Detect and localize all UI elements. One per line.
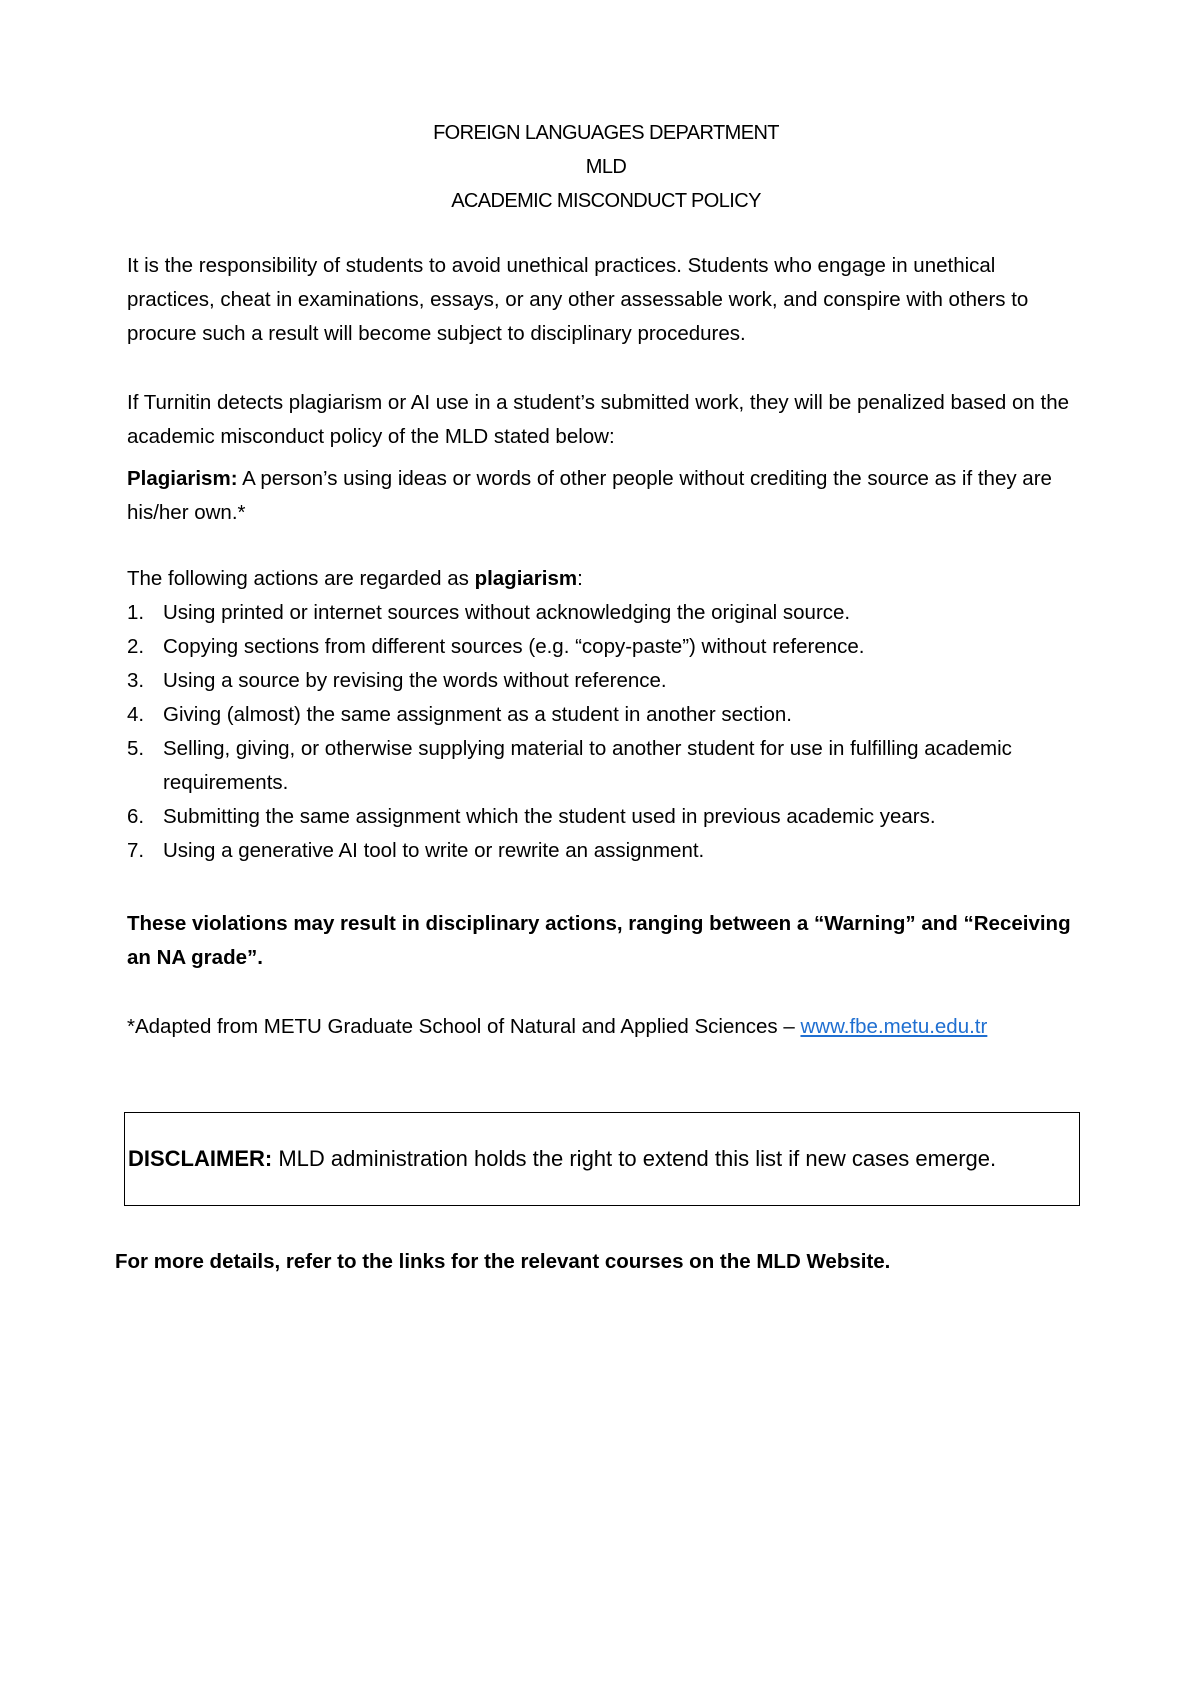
plagiarism-definition bbox=[127, 462, 1087, 530]
list-item-number: 3. bbox=[127, 669, 145, 692]
actions-intro-suffix: : bbox=[577, 567, 583, 590]
list-item bbox=[127, 664, 1087, 698]
department-title: FOREIGN LANGUAGES DEPARTMENT bbox=[433, 122, 779, 144]
list-item-text: Using a generative AI tool to write or rewrite an assignment. bbox=[163, 839, 705, 862]
source-note bbox=[127, 1010, 1087, 1044]
turnitin-paragraph: If Turnitin detects plagiarism or AI use in a student’s submitted work, they will be penalized based on the academic misconduct policy of the MLD stated below: bbox=[127, 391, 1069, 448]
turnitin-paragraph-block bbox=[127, 386, 1087, 530]
intro-paragraph: It is the responsibility of students to avoid unethical practices. Students who engage in unethical practices, cheat in examinations, essays, or any other assessable work, and conspire with others to procure such a result will become subject to disciplinary procedures. bbox=[127, 254, 1029, 345]
list-item-text: Giving (almost) the same assignment as a student in another section. bbox=[163, 703, 792, 726]
actions-intro bbox=[127, 562, 1087, 596]
document-heading bbox=[0, 116, 1200, 218]
list-item bbox=[127, 834, 1087, 868]
disclaimer-box bbox=[124, 1112, 1080, 1206]
disclaimer-label: DISCLAIMER: bbox=[128, 1146, 273, 1171]
list-item-number: 7. bbox=[127, 839, 145, 862]
list-item bbox=[127, 698, 1087, 732]
list-item bbox=[127, 800, 1087, 834]
list-item-text: Submitting the same assignment which the student used in previous academic years. bbox=[163, 805, 936, 828]
list-item-number: 5. bbox=[127, 737, 145, 760]
list-item-number: 2. bbox=[127, 635, 145, 658]
definition-text: A person’s using ideas or words of other people without crediting the source as if they are his/her own.* bbox=[127, 467, 1052, 524]
unit-title: MLD bbox=[585, 156, 627, 178]
list-item-text: Selling, giving, or otherwise supplying material to another student for use in fulfilling academic requirements. bbox=[163, 737, 1012, 794]
actions-intro-term: plagiarism bbox=[474, 567, 578, 590]
list-item-number: 1. bbox=[127, 601, 145, 624]
definition-term: Plagiarism: bbox=[127, 467, 238, 490]
violations-note: These violations may result in disciplinary actions, ranging between a “Warning” and “Receiving an NA grade”. bbox=[127, 912, 1071, 969]
list-item bbox=[127, 596, 1087, 630]
footer-note: For more details, refer to the links for the relevant courses on the MLD Website. bbox=[115, 1250, 891, 1273]
list-item bbox=[127, 732, 1087, 800]
policy-title: ACADEMIC MISCONDUCT POLICY bbox=[451, 190, 761, 212]
source-note-text: *Adapted from METU Graduate School of Natural and Applied Sciences – bbox=[127, 1015, 801, 1038]
list-item bbox=[127, 630, 1087, 664]
source-link[interactable]: www.fbe.metu.edu.tr bbox=[800, 1015, 988, 1038]
list-item-text: Using a source by revising the words without reference. bbox=[163, 669, 667, 692]
actions-intro-prefix: The following actions are regarded as bbox=[127, 567, 475, 590]
list-item-number: 6. bbox=[127, 805, 145, 828]
disclaimer-text: MLD administration holds the right to extend this list if new cases emerge. bbox=[272, 1146, 997, 1171]
plagiarism-actions-list bbox=[127, 596, 1087, 868]
list-item-text: Copying sections from different sources (e.g. “copy-paste”) without reference. bbox=[163, 635, 865, 658]
list-item-text: Using printed or internet sources without acknowledging the original source. bbox=[163, 601, 851, 624]
list-item-number: 4. bbox=[127, 703, 145, 726]
